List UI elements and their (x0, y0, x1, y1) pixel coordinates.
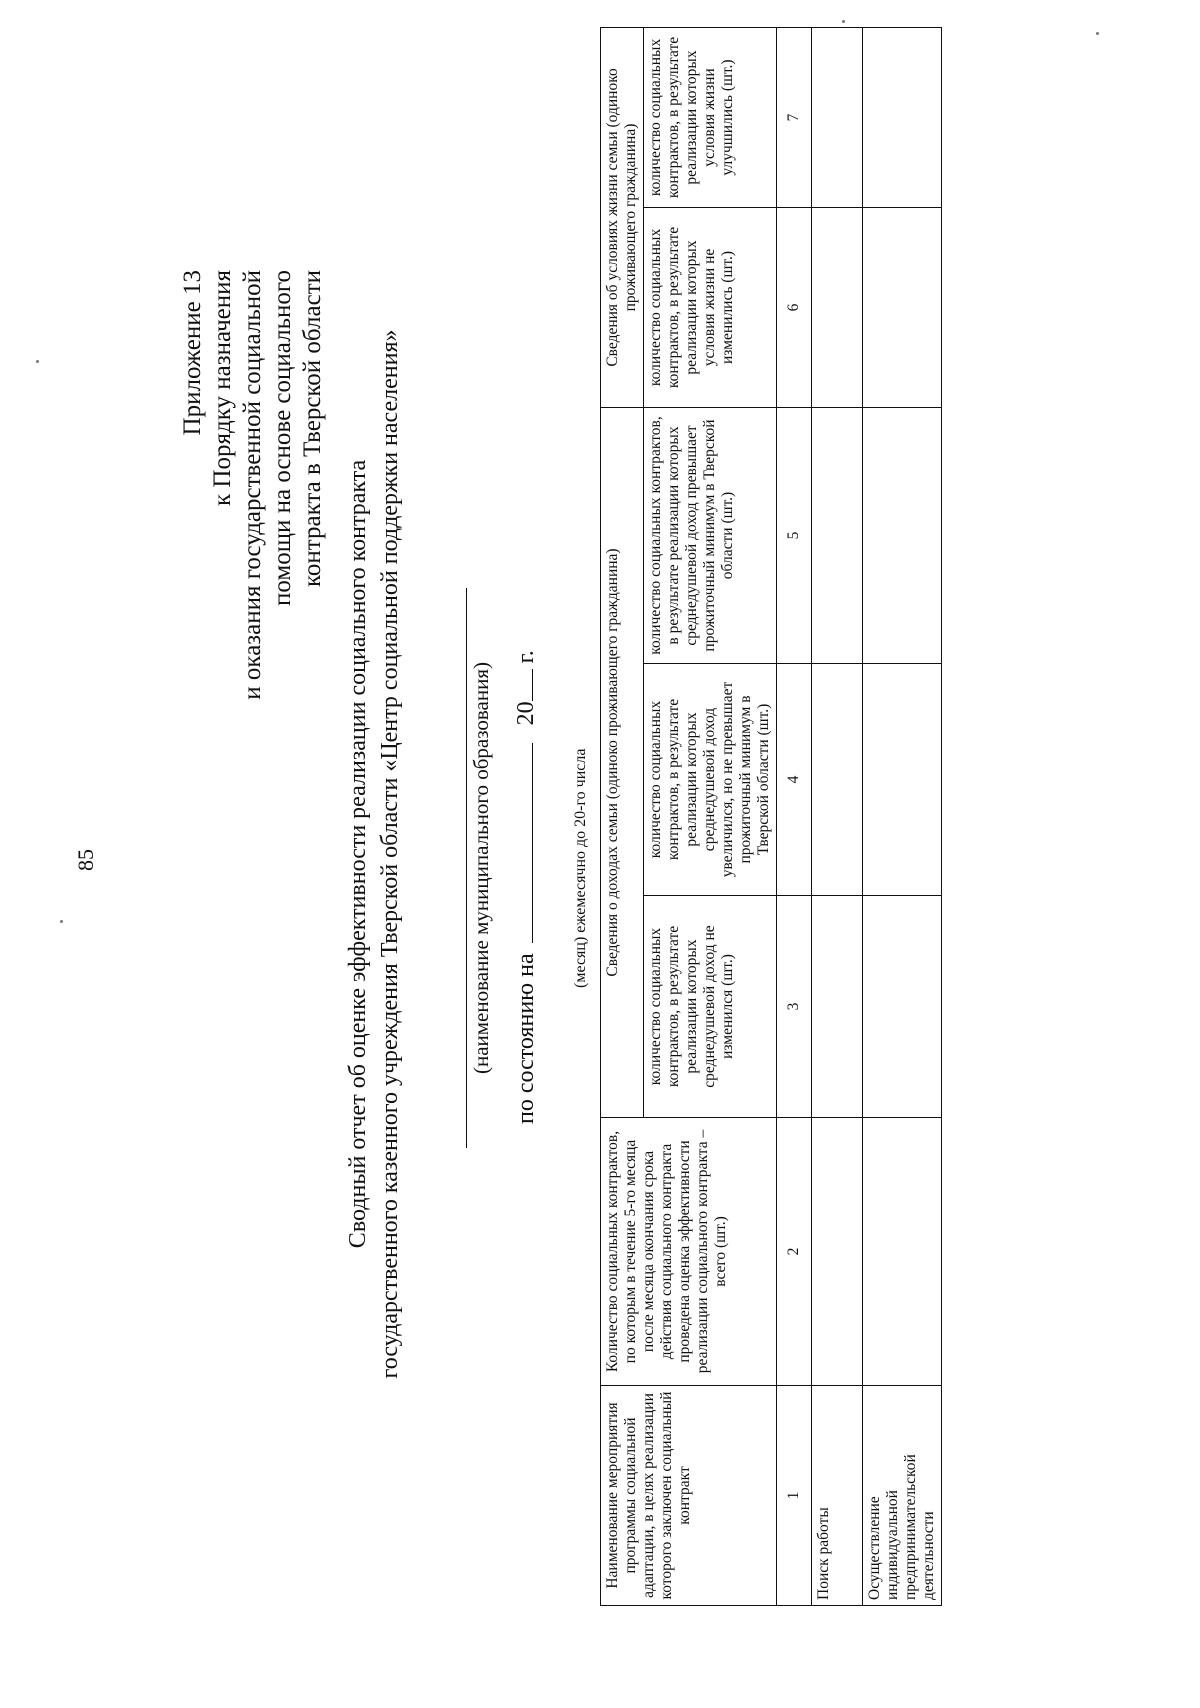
table-cell (812, 27, 863, 207)
header-col1: Наименование мероприятия программы социальной адаптации, в целях реализации которого заключен социальный контракт (601, 1386, 777, 1606)
row-name: Поиск работы (812, 1386, 863, 1606)
table-row (863, 27, 942, 1605)
table-cell (863, 27, 942, 207)
municipality-blank-line (466, 588, 467, 1148)
table-cell (863, 407, 942, 663)
table-cell (812, 207, 863, 407)
table-cell (812, 664, 863, 896)
row-name: Осуществление индивидуальной предпринимательской деятельности (863, 1386, 942, 1606)
column-number-row (777, 27, 812, 1605)
table-row (812, 27, 863, 1605)
scan-speck (36, 360, 39, 363)
header-living-group: Сведения об условиях жизни семьи (одиноко проживающего гражданина) (601, 27, 644, 407)
scan-speck (1096, 32, 1099, 35)
column-number: 6 (777, 207, 812, 407)
header-col2: Количество социальных контрактов, по которым в течение 5-го месяца после месяца окончания срока действия социального контракта проведена оценка эффективности реализации социального контракта – всего (шт.) (601, 1118, 777, 1386)
report-title-line: государственного казенного учреждения Тверской области «Центр социальной поддержки населения» (377, 329, 403, 1379)
table-cell (863, 896, 942, 1118)
column-number: 1 (777, 1386, 812, 1606)
header-col6: количество социальных контрактов, в результате реализации которых условия жизни не изменились (шт.) (644, 207, 777, 407)
year-suffix: г. (513, 650, 539, 664)
appendix-line: и оказания государственной социальной (239, 270, 266, 700)
appendix-line: к Порядку назначения (209, 270, 236, 506)
header-col4: количество социальных контрактов, в результате реализации которых среднедушевой доход увеличился, но не превышает прожиточный минимум в Тверской области (шт.) (644, 664, 777, 896)
month-hint: (месяц) ежемесячно до 20-го числа (572, 748, 589, 988)
scan-speck (60, 920, 63, 923)
table-cell (863, 1118, 942, 1386)
report-title (342, 0, 406, 1708)
appendix-line: контракта в Тверской области (299, 270, 326, 587)
year-blank (510, 669, 533, 701)
column-number: 2 (777, 1118, 812, 1386)
header-col5: количество социальных контрактов, в результате реализации которых среднедушевой доход превышает прожиточный минимум в Тверской области (шт.) (644, 407, 777, 663)
as-of-line (510, 650, 540, 1124)
table-cell (863, 664, 942, 896)
header-col3: количество социальных контрактов, в результате реализации которых среднедушевой доход не изменился (шт.) (644, 896, 777, 1118)
table-header-row (601, 27, 644, 1605)
page-number: 85 (73, 849, 98, 871)
column-number: 4 (777, 664, 812, 896)
report-title-line: Сводный отчет об оценке эффективности реализации социального контракта (345, 459, 371, 1249)
as-of-prefix: по состоянию на (513, 953, 539, 1124)
municipality-field (466, 588, 493, 1148)
year-prefix: 20 (513, 701, 539, 726)
scan-speck (842, 20, 845, 23)
month-blank (510, 743, 533, 943)
column-number: 3 (777, 896, 812, 1118)
table-cell (812, 896, 863, 1118)
header-income-group: Сведения о доходах семьи (одиноко проживающего гражданина) (601, 407, 644, 1117)
report-table (600, 27, 942, 1606)
table-cell (863, 207, 942, 407)
column-number: 5 (777, 407, 812, 663)
municipality-hint: (наименование муниципального образования) (469, 661, 493, 1075)
appendix-line: Приложение 13 (179, 270, 206, 436)
header-col7: количество социальных контрактов, в результате реализации которых условия жизни улучшились (шт.) (644, 27, 777, 207)
table-cell (812, 407, 863, 663)
appendix-header (178, 270, 328, 700)
table-cell (812, 1118, 863, 1386)
column-number: 7 (777, 27, 812, 207)
appendix-line: помощи на основе социального (269, 270, 296, 606)
